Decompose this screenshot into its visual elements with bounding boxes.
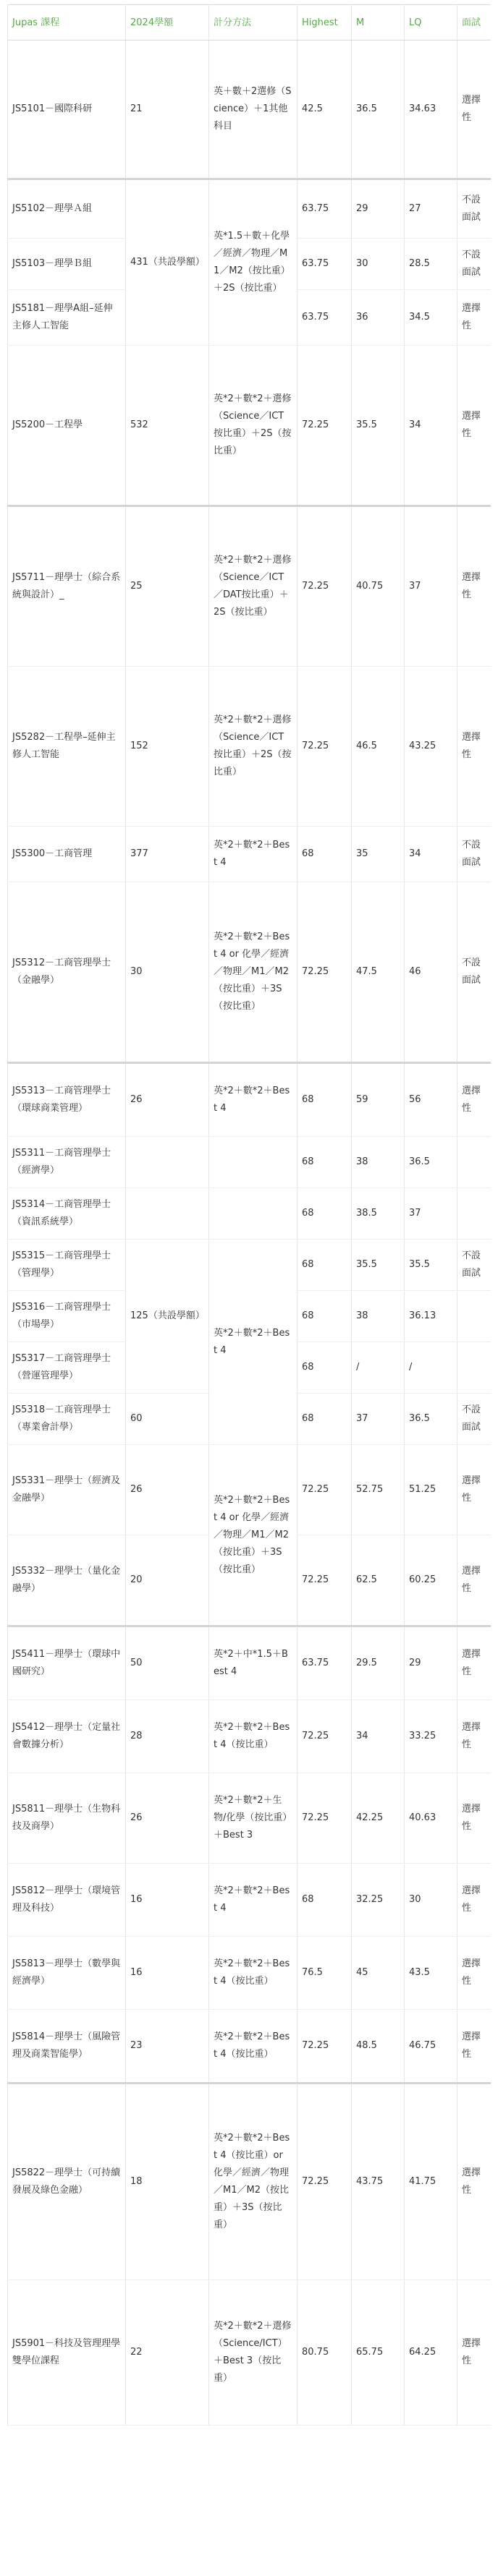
table-row bbox=[8, 2010, 491, 2084]
lq-cell: 27 bbox=[405, 179, 457, 239]
interview-cell: 選擇性 bbox=[457, 2084, 491, 2280]
lq-cell: 46 bbox=[405, 882, 457, 1063]
interview-cell bbox=[457, 1342, 491, 1394]
formula-cell: 英＋數＋2選修（Science）＋1其他科目 bbox=[209, 40, 297, 179]
lq-cell: 28.5 bbox=[405, 239, 457, 290]
lq-cell: 40.63 bbox=[405, 1773, 457, 1864]
quota-cell: 20 bbox=[126, 1535, 209, 1626]
formula-cell: 英*2＋數*2＋Best 4（按比重）or 化學／經濟／物理／M1／M2（按比重）＋3S（按比重） bbox=[209, 2084, 297, 2280]
highest-cell: 72.25 bbox=[297, 1535, 352, 1626]
quota-cell: 28 bbox=[126, 1700, 209, 1773]
highest-cell: 68 bbox=[297, 1291, 352, 1342]
quota-cell: 16 bbox=[126, 1937, 209, 2010]
interview-cell: 選擇性 bbox=[457, 1626, 491, 1700]
formula-cell: 英*2＋數*2＋生物/化學（按比重）＋Best 3 bbox=[209, 1773, 297, 1864]
median-cell: 52.75 bbox=[352, 1445, 405, 1535]
highest-cell: 68 bbox=[297, 1342, 352, 1394]
interview-cell bbox=[457, 1188, 491, 1240]
header-interview: 面試 bbox=[457, 5, 491, 40]
program-cell: JS5312－工商管理學士（金融學） bbox=[8, 882, 126, 1063]
program-cell: JS5331－理學士（經濟及金融學） bbox=[8, 1445, 126, 1535]
header-quota: 2024學額 bbox=[126, 5, 209, 40]
interview-cell: 選擇性 bbox=[457, 1535, 491, 1626]
program-cell: JS5181－理學A組–延伸主修人工智能 bbox=[8, 290, 126, 346]
lq-cell: 30 bbox=[405, 1864, 457, 1937]
quota-cell: 23 bbox=[126, 2010, 209, 2084]
program-cell: JS5282－工程學–延伸主修人工智能 bbox=[8, 667, 126, 827]
interview-cell: 不設面試 bbox=[457, 239, 491, 290]
program-cell: JS5412－理學士（定量社會數據分析） bbox=[8, 1700, 126, 1773]
program-cell: JS5711－理學士（綜合系統與設計）_ bbox=[8, 506, 126, 667]
median-cell: 32.25 bbox=[352, 1864, 405, 1937]
lq-cell: 34.63 bbox=[405, 40, 457, 179]
interview-cell: 選擇性 bbox=[457, 1700, 491, 1773]
program-cell: JS5102－理學Ａ組 bbox=[8, 179, 126, 239]
highest-cell: 68 bbox=[297, 827, 352, 882]
program-cell: JS5332－理學士（量化金融學） bbox=[8, 1535, 126, 1626]
quota-cell: 21 bbox=[126, 40, 209, 179]
lq-cell: 36.13 bbox=[405, 1291, 457, 1342]
lq-cell: 34 bbox=[405, 346, 457, 506]
formula-cell: 英*2＋數*2＋Best 4 or 化學／經濟／物理／M1／M2（按比重）＋3S（按比重） bbox=[209, 1445, 297, 1626]
program-cell: JS5318－工商管理學士（專業會計學） bbox=[8, 1394, 126, 1445]
interview-cell bbox=[457, 1137, 491, 1188]
highest-cell: 72.25 bbox=[297, 346, 352, 506]
quota-cell: 431（共設學額） bbox=[126, 179, 209, 346]
quota-cell: 50 bbox=[126, 1626, 209, 1700]
header-row bbox=[8, 5, 491, 40]
lq-cell: 29 bbox=[405, 1626, 457, 1700]
header-program: Jupas 課程 bbox=[8, 5, 126, 40]
formula-cell: 英*2＋數*2＋選修（Science/ICT）＋Best 3（按比重） bbox=[209, 2280, 297, 2426]
interview-cell: 選擇性 bbox=[457, 40, 491, 179]
highest-cell: 68 bbox=[297, 1063, 352, 1137]
lq-cell: 37 bbox=[405, 1188, 457, 1240]
formula-cell: 英*2＋數*2＋Best 4 or 化學／經濟／物理／M1／M2（按比重）＋3S（按比重） bbox=[209, 882, 297, 1063]
median-cell: 36 bbox=[352, 290, 405, 346]
highest-cell: 72.25 bbox=[297, 1445, 352, 1535]
quota-cell: 152 bbox=[126, 667, 209, 827]
table-row bbox=[8, 1937, 491, 2010]
quota-cell: 26 bbox=[126, 1063, 209, 1137]
table-row bbox=[8, 1240, 491, 1291]
median-cell: / bbox=[352, 1342, 405, 1394]
header-highest: Highest bbox=[297, 5, 352, 40]
median-cell: 43.75 bbox=[352, 2084, 405, 2280]
quota-cell: 22 bbox=[126, 2280, 209, 2426]
header-median: M bbox=[352, 5, 405, 40]
median-cell: 47.5 bbox=[352, 882, 405, 1063]
lq-cell: 34 bbox=[405, 827, 457, 882]
median-cell: 29.5 bbox=[352, 1626, 405, 1700]
program-cell: JS5300－工商管理 bbox=[8, 827, 126, 882]
program-cell: JS5813－理學士（數學與經濟學） bbox=[8, 1937, 126, 2010]
median-cell: 59 bbox=[352, 1063, 405, 1137]
program-cell: JS5811－理學士（生物科技及商學） bbox=[8, 1773, 126, 1864]
highest-cell: 68 bbox=[297, 1864, 352, 1937]
table-row bbox=[8, 1137, 491, 1188]
program-cell: JS5314－工商管理學士（資訊系統學） bbox=[8, 1188, 126, 1240]
quota-cell: 26 bbox=[126, 1773, 209, 1864]
table-row bbox=[8, 667, 491, 827]
formula-cell bbox=[209, 1188, 297, 1240]
highest-cell: 63.75 bbox=[297, 290, 352, 346]
quota-cell: 16 bbox=[126, 1864, 209, 1937]
program-cell: JS5316－工商管理學士（市場學） bbox=[8, 1291, 126, 1342]
formula-cell: 英*2＋數*2＋選修（Science／ICT按比重）＋2S（按比重） bbox=[209, 346, 297, 506]
median-cell: 48.5 bbox=[352, 2010, 405, 2084]
interview-cell: 選擇性 bbox=[457, 1445, 491, 1535]
interview-cell: 不設面試 bbox=[457, 1240, 491, 1291]
formula-cell: 英*2＋數*2＋選修（Science／ICT按比重）＋2S（按比重） bbox=[209, 667, 297, 827]
median-cell: 29 bbox=[352, 179, 405, 239]
highest-cell: 68 bbox=[297, 1394, 352, 1445]
interview-cell: 選擇性 bbox=[457, 1773, 491, 1864]
lq-cell: 60.25 bbox=[405, 1535, 457, 1626]
formula-cell: 英*2＋數*2＋Best 4 bbox=[209, 1864, 297, 1937]
interview-cell bbox=[457, 1291, 491, 1342]
program-cell: JS5814－理學士（風險管理及商業智能學） bbox=[8, 2010, 126, 2084]
table-row bbox=[8, 2280, 491, 2426]
program-cell: JS5101－國際科研 bbox=[8, 40, 126, 179]
quota-cell: 26 bbox=[126, 1445, 209, 1535]
highest-cell: 72.25 bbox=[297, 2010, 352, 2084]
table-row bbox=[8, 179, 491, 239]
highest-cell: 72.25 bbox=[297, 2084, 352, 2280]
median-cell: 30 bbox=[352, 239, 405, 290]
interview-cell: 不設面試 bbox=[457, 179, 491, 239]
table-row bbox=[8, 346, 491, 506]
formula-cell: 英*2＋數*2＋選修（Science／ICT／DAT按比重）＋2S（按比重） bbox=[209, 506, 297, 667]
quota-cell: 60 bbox=[126, 1394, 209, 1445]
median-cell: 40.75 bbox=[352, 506, 405, 667]
median-cell: 35.5 bbox=[352, 346, 405, 506]
table-row bbox=[8, 827, 491, 882]
median-cell: 35.5 bbox=[352, 1240, 405, 1291]
lq-cell: 51.25 bbox=[405, 1445, 457, 1535]
interview-cell: 選擇性 bbox=[457, 290, 491, 346]
formula-cell: 英*2＋中*1.5＋Best 4 bbox=[209, 1626, 297, 1700]
formula-cell: 英*2＋數*2＋Best 4 bbox=[209, 827, 297, 882]
table-row bbox=[8, 1445, 491, 1535]
interview-cell: 選擇性 bbox=[457, 1864, 491, 1937]
quota-cell: 532 bbox=[126, 346, 209, 506]
table-row bbox=[8, 882, 491, 1063]
header-formula: 計分方法 bbox=[209, 5, 297, 40]
formula-cell: 英*2＋數*2＋Best 4（按比重） bbox=[209, 2010, 297, 2084]
lq-cell: 33.25 bbox=[405, 1700, 457, 1773]
table-row bbox=[8, 40, 491, 179]
interview-cell: 不設面試 bbox=[457, 827, 491, 882]
formula-cell: 英*1.5＋數＋化學／經濟／物理／M1／M2（按比重）＋2S（按比重） bbox=[209, 179, 297, 346]
formula-cell: 英*2＋數*2＋Best 4 bbox=[209, 1240, 297, 1445]
lq-cell: 43.5 bbox=[405, 1937, 457, 2010]
program-cell: JS5103－理學Ｂ組 bbox=[8, 239, 126, 290]
median-cell: 62.5 bbox=[352, 1535, 405, 1626]
table-row bbox=[8, 2084, 491, 2280]
highest-cell: 63.75 bbox=[297, 179, 352, 239]
highest-cell: 72.25 bbox=[297, 882, 352, 1063]
highest-cell: 72.25 bbox=[297, 1700, 352, 1773]
interview-cell: 選擇性 bbox=[457, 667, 491, 827]
interview-cell: 選擇性 bbox=[457, 2010, 491, 2084]
quota-cell: 18 bbox=[126, 2084, 209, 2280]
lq-cell: 36.5 bbox=[405, 1394, 457, 1445]
highest-cell: 80.75 bbox=[297, 2280, 352, 2426]
quota-cell: 125（共設學額） bbox=[126, 1240, 209, 1394]
program-cell: JS5311－工商管理學士（經濟學） bbox=[8, 1137, 126, 1188]
lq-cell: 64.25 bbox=[405, 2280, 457, 2426]
program-cell: JS5317－工商管理學士（營運管理學） bbox=[8, 1342, 126, 1394]
median-cell: 36.5 bbox=[352, 40, 405, 179]
highest-cell: 72.25 bbox=[297, 1773, 352, 1864]
median-cell: 35 bbox=[352, 827, 405, 882]
table-row bbox=[8, 1626, 491, 1700]
median-cell: 42.25 bbox=[352, 1773, 405, 1864]
median-cell: 38 bbox=[352, 1137, 405, 1188]
lq-cell: / bbox=[405, 1342, 457, 1394]
quota-cell: 30 bbox=[126, 882, 209, 1063]
program-cell: JS5822－理學士（可持續發展及綠色金融） bbox=[8, 2084, 126, 2280]
lq-cell: 43.25 bbox=[405, 667, 457, 827]
lq-cell: 41.75 bbox=[405, 2084, 457, 2280]
interview-cell: 不設面試 bbox=[457, 882, 491, 1063]
interview-cell: 選擇性 bbox=[457, 346, 491, 506]
table-row bbox=[8, 1063, 491, 1137]
lq-cell: 37 bbox=[405, 506, 457, 667]
highest-cell: 42.5 bbox=[297, 40, 352, 179]
quota-cell: 377 bbox=[126, 827, 209, 882]
table-row bbox=[8, 1864, 491, 1937]
lq-cell: 46.75 bbox=[405, 2010, 457, 2084]
interview-cell: 選擇性 bbox=[457, 1063, 491, 1137]
quota-cell bbox=[126, 1137, 209, 1188]
formula-cell: 英*2＋數*2＋Best 4（按比重） bbox=[209, 1700, 297, 1773]
median-cell: 65.75 bbox=[352, 2280, 405, 2426]
program-cell: JS5411－理學士（環球中國研究） bbox=[8, 1626, 126, 1700]
program-cell: JS5313－工商管理學士（環球商業管理） bbox=[8, 1063, 126, 1137]
median-cell: 38 bbox=[352, 1291, 405, 1342]
lq-cell: 34.5 bbox=[405, 290, 457, 346]
table-row bbox=[8, 1773, 491, 1864]
program-cell: JS5200－工程學 bbox=[8, 346, 126, 506]
quota-cell bbox=[126, 1188, 209, 1240]
median-cell: 37 bbox=[352, 1394, 405, 1445]
interview-cell: 選擇性 bbox=[457, 2280, 491, 2426]
highest-cell: 68 bbox=[297, 1137, 352, 1188]
formula-cell bbox=[209, 1137, 297, 1188]
program-cell: JS5901－科技及管理理學雙學位課程 bbox=[8, 2280, 126, 2426]
formula-cell: 英*2＋數*2＋Best 4（按比重） bbox=[209, 1937, 297, 2010]
median-cell: 46.5 bbox=[352, 667, 405, 827]
interview-cell: 不設面試 bbox=[457, 1394, 491, 1445]
interview-cell: 選擇性 bbox=[457, 506, 491, 667]
table-row bbox=[8, 1700, 491, 1773]
lq-cell: 35.5 bbox=[405, 1240, 457, 1291]
median-cell: 38.5 bbox=[352, 1188, 405, 1240]
highest-cell: 76.5 bbox=[297, 1937, 352, 2010]
program-cell: JS5315－工商管理學士（管理學） bbox=[8, 1240, 126, 1291]
table-row bbox=[8, 506, 491, 667]
highest-cell: 68 bbox=[297, 1188, 352, 1240]
lq-cell: 36.5 bbox=[405, 1137, 457, 1188]
highest-cell: 63.75 bbox=[297, 239, 352, 290]
table-row bbox=[8, 1188, 491, 1240]
header-lq: LQ bbox=[405, 5, 457, 40]
median-cell: 45 bbox=[352, 1937, 405, 2010]
highest-cell: 63.75 bbox=[297, 1626, 352, 1700]
formula-cell: 英*2＋數*2＋Best 4 bbox=[209, 1063, 297, 1137]
program-cell: JS5812－理學士（環境管理及科技） bbox=[8, 1864, 126, 1937]
lq-cell: 56 bbox=[405, 1063, 457, 1137]
median-cell: 34 bbox=[352, 1700, 405, 1773]
admission-table bbox=[7, 4, 491, 2426]
highest-cell: 72.25 bbox=[297, 506, 352, 667]
highest-cell: 68 bbox=[297, 1240, 352, 1291]
highest-cell: 72.25 bbox=[297, 667, 352, 827]
quota-cell: 25 bbox=[126, 506, 209, 667]
interview-cell: 選擇性 bbox=[457, 1937, 491, 2010]
